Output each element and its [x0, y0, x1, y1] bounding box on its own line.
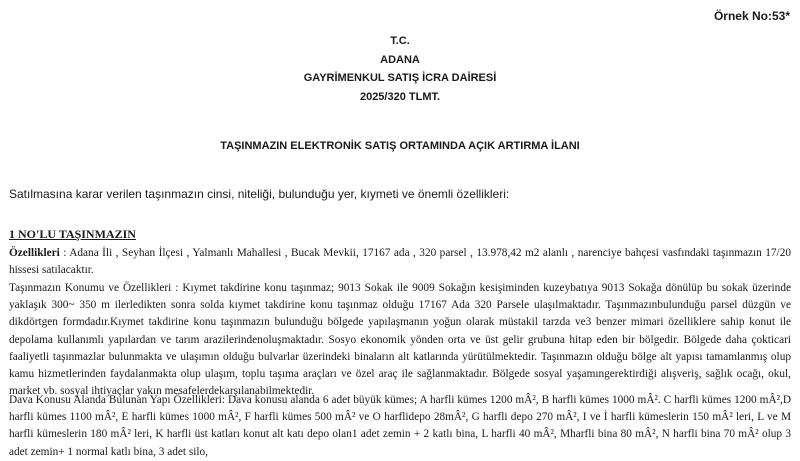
- features-text: : Adana İli , Seyhan İlçesi , Yalmanlı Mahallesi , Bucak Mevkii, 17167 ada , 320 parsel , 13.978,42 m2 alanlı , narenciye bahçesi vasfındaki taşınmazın 17/20 hissesi satılacaktır.: [9, 247, 791, 277]
- header-line-file-number: 2025/320 TLMT.: [359, 91, 441, 103]
- header-line-office: GAYRİMENKUL SATIŞ İCRA DAİRESİ: [303, 72, 497, 84]
- header-line-city: ADANA: [380, 54, 420, 66]
- document-title: TAŞINMAZIN ELEKTRONİK SATIŞ ORTAMINDA AÇIK ARTIRMA İLANI: [220, 140, 580, 152]
- sample-number: Örnek No:53*: [713, 9, 790, 23]
- header-line-tc: T.C.: [390, 35, 410, 47]
- features-paragraph: [9, 245, 791, 279]
- features-label: Özellikleri: [9, 247, 60, 259]
- building-paragraph: Dava Konusu Alanda Bulunan Yapı Özellikleri: Dava konusu alanda 6 adet büyük kümes; A harfli kümes 1200 mÂ², B harfli kümes 1000 mÂ². C harfli kümes 1200 mÂ²,D harfli kümes 1100 mÂ², E harfli kümes 1000 mÂ², F harfli kümes 500 mÂ² ve O harflidepo 28mÂ², G harfli depo 270 mÂ², I ve İ harfli kümeslerin 150 mÂ² leri, L ve M harfli kümeslerin 180 mÂ² leri, K harfli üst katları konut alt katı depo olan1 adet zemin + 2 katlı bina, L harfli 40 mÂ², Mharfli bina 80 mÂ², N harfli bina 70 mÂ² olup 3 adet zemin+ 1 normal katlı bina, 3 adet silo,: [9, 394, 791, 458]
- intro-text: Satılmasına karar verilen taşınmazın cinsi, niteliği, bulunduğu yer, kıymeti ve önemli özellikleri:: [9, 187, 510, 201]
- section-title: 1 NO'LU TAŞINMAZIN: [9, 227, 136, 241]
- location-paragraph: Taşınmazın Konumu ve Özellikleri : Kıymet takdirine konu taşınmaz; 9013 Sokak ile 9009 Sokağın kesişiminden kuzeybatıya 9013 Sokağa dönülüp bu sokak üzerinde yaklaşık 300~ 350 m ilerledikten sonra solda kıymet takdirine konu taşınmaz olduğu 17167 Ada 320 Parsele ulaşılmaktadır. Taşınmazınbulunduğu parsel düzgün ve dikdörtgen formdadır.Kıymet takdirine konu taşınmazın bulunduğu bölgede yapılaşmanın yoğun olarak müstakil tarzda ve3 benzer mimari özelliklere sahip konut ile depolama kullanımlı yapılardan ve tarım arazilerindenoluşmaktadır. Sosyo ekonomik yönden orta ve üst gelir grubuna hitap eden bir bölgedir. Bölgede daha çokticari faaliyetli taşınmazlar bulunmakta ve ulaşımın olduğu bulvarlar üzerindeki binaların alt katlarında yürütülmektedir. Taşınmazın olduğu bölge alt yapısı tamamlanmış olup kamu hizmetlerinden faydalanmakta olup ulaşım, toplu taşıma araçları ve özel araç ile sağlanmaktadır. Bölgede sosyal yaşamıngerektirdiği alışveriş, sağlık ocağı, okul, market vb. sosyal ihtiyaçlar yakın mesafelerdekarşılanabilmektedir.: [9, 282, 791, 398]
